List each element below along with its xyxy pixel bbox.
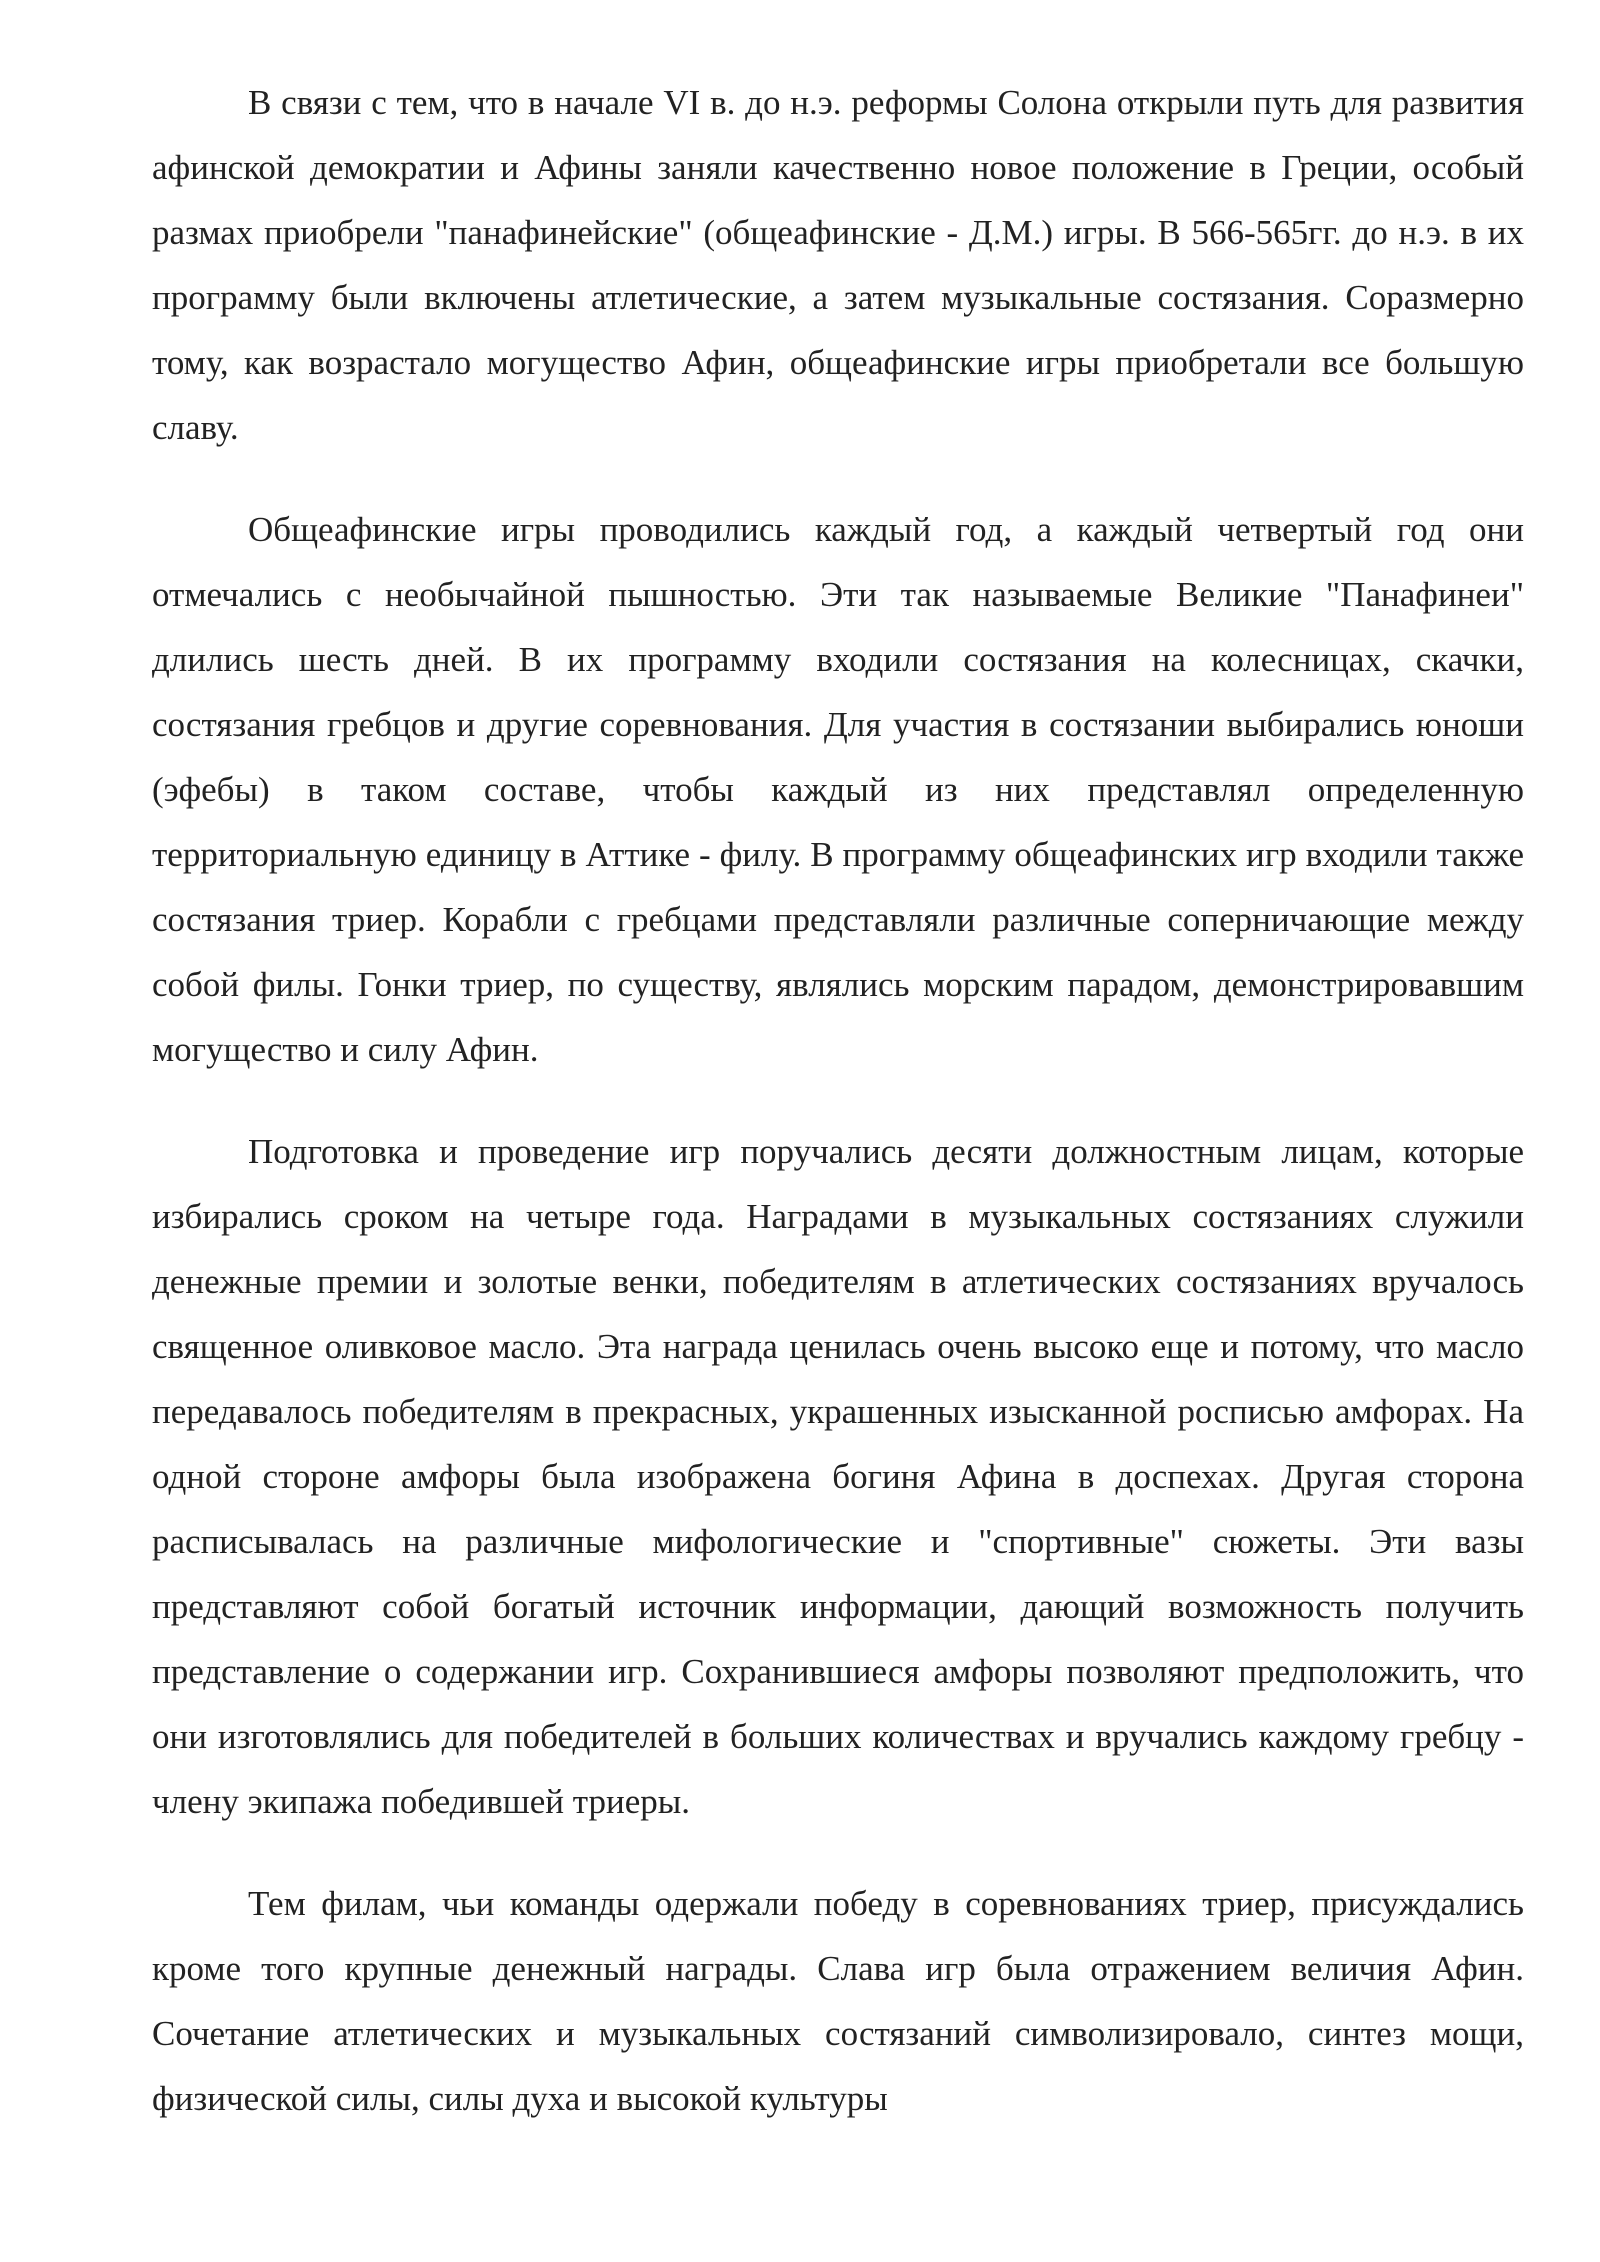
paragraph-3: Подготовка и проведение игр поручались десяти должностным лицам, которые избирались сроком на четыре года. Наградами в музыкальных состязаниях служили денежные премии и золотые венки, победителям в атлетических состязаниях вручалось священное оливковое масло. Эта награда ценилась очень высоко еще и потому, что масло передавалось победителям в прекрасных, украшенных изысканной росписью амфорах. На одной стороне амфоры была изображена богиня Афина в доспехах. Другая сторона расписывалась на различные мифологические и "спортивные" сюжеты. Эти вазы представляют собой богатый источник информации, дающий возможность получить представление о содержании игр. Сохранившиеся амфоры позволяют предположить, что они изготовлялись для победителей в больших количествах и вручались каждому гребцу - члену экипажа победившей триеры. — [152, 1132, 1524, 1821]
paragraph-1: В связи с тем, что в начале VI в. до н.э. реформы Солона открыли путь для развития афинской демократии и Афины заняли качественно новое положение в Греции, особый размах приобрели "панафинейские" (общеафинские - Д.М.) игры. В 566-565гг. до н.э. в их программу были включены атлетические, а затем музыкальные состязания. Соразмерно тому, как возрастало могущество Афин, общеафинские игры приобретали все большую славу. — [152, 83, 1524, 447]
paragraph-2: Общеафинские игры проводились каждый год, а каждый четвертый год они отмечались с необычайной пышностью. Эти так называемые Великие "Панафинеи" длились шесть дней. В их программу входили состязания на колесницах, скачки, состязания гребцов и другие соревнования. Для участия в состязании выбирались юноши (эфебы) в таком составе, чтобы каждый из них представлял определенную территориальную единицу в Аттике - филу. В программу общеафинских игр входили также состязания триер. Корабли с гребцами представляли различные соперничающие между собой филы. Гонки триер, по существу, являлись морским парадом, демонстрировавшим могущество и силу Афин. — [152, 510, 1524, 1069]
paragraph-4: Тем филам, чьи команды одержали победу в соревнованиях триер, присуждались кроме того крупные денежный награды. Слава игр была отражением величия Афин. Сочетание атлетических и музыкальных состязаний символизировало, синтез мощи, физической силы, силы духа и высокой культуры — [152, 1884, 1524, 2118]
document-page — [152, 70, 1524, 2168]
